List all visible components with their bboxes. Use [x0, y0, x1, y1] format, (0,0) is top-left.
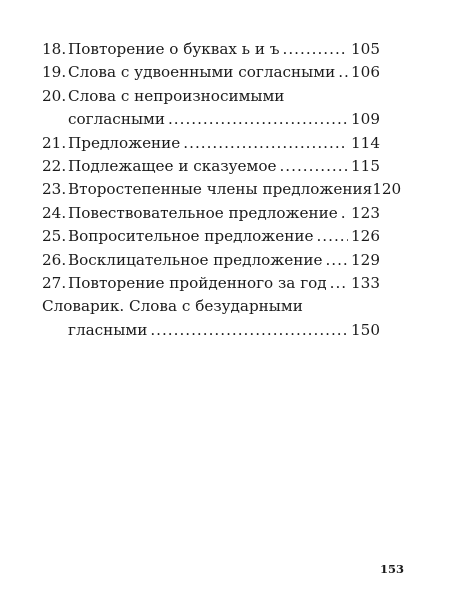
dot-leader: [341, 202, 348, 225]
entry-number: 18.: [42, 40, 67, 58]
entry-page: 105: [351, 40, 380, 58]
toc-entry: [42, 202, 380, 225]
dot-leader: [150, 319, 348, 342]
entry-page: 126: [351, 227, 380, 246]
entry-title: Подлежащее и сказуемое: [68, 157, 277, 176]
entry-page: 115: [351, 157, 380, 176]
dot-leader: [330, 272, 348, 295]
entry-title: Повторение пройденного за год: [68, 274, 327, 293]
entry-number: 20.: [42, 86, 67, 105]
entry-title: Предложение: [68, 133, 181, 152]
dot-leader: [183, 132, 348, 155]
toc-entry: [42, 132, 380, 155]
dot-leader: [283, 38, 348, 61]
entry-title-continuation: гласными: [68, 320, 148, 339]
entry-page: 150: [351, 320, 380, 339]
entry-number: 19.: [42, 63, 67, 82]
dot-leader: [279, 155, 348, 178]
page-number: 153: [380, 562, 405, 576]
dot-leader: [168, 108, 348, 131]
entry-title: Восклицательное предложение: [68, 250, 323, 269]
entry-number: 27.: [42, 274, 67, 293]
entry-page: 129: [351, 250, 380, 269]
toc-entry: [42, 38, 380, 61]
entry-number: 24.: [42, 203, 67, 222]
entry-number: 21.: [42, 133, 67, 152]
entry-number: 26.: [42, 250, 67, 269]
toc-entry: [42, 272, 380, 295]
entry-number: 25.: [42, 227, 67, 246]
table-of-contents: [42, 38, 402, 342]
entry-number: 22.: [42, 157, 67, 176]
entry-page: 106: [351, 63, 380, 82]
toc-entry: [42, 155, 380, 178]
entry-title: Слова с непроизносимыми: [68, 86, 285, 105]
dot-leader: [338, 61, 348, 84]
entry-title: Слова с удвоенными согласными: [68, 63, 336, 82]
dot-leader: [316, 225, 348, 248]
entry-number: 23.: [42, 180, 67, 199]
entry-page: 123: [351, 203, 380, 222]
entry-page: 120: [372, 180, 402, 199]
entry-title: Повторение о буквах ь и ъ: [68, 40, 280, 58]
toc-entry: [42, 225, 380, 248]
toc-entry: [42, 178, 402, 201]
toc-entry: [42, 249, 380, 272]
entry-title: Вопросительное предложение: [68, 227, 314, 246]
entry-title: Второстепенные члены предложения: [68, 180, 373, 199]
entry-page: 133: [351, 274, 380, 293]
toc-entry: [42, 85, 380, 132]
entry-page: 109: [351, 110, 380, 129]
entry-page: 114: [351, 133, 380, 152]
dot-leader: [325, 249, 348, 272]
entry-title: Повествовательное предложение: [68, 203, 338, 222]
entry-title-continuation: согласными: [68, 110, 165, 129]
toc-entry: [42, 61, 380, 84]
entry-title: Словарик. Слова с безударными: [42, 297, 303, 316]
toc-entry-dictionary: [42, 295, 380, 342]
